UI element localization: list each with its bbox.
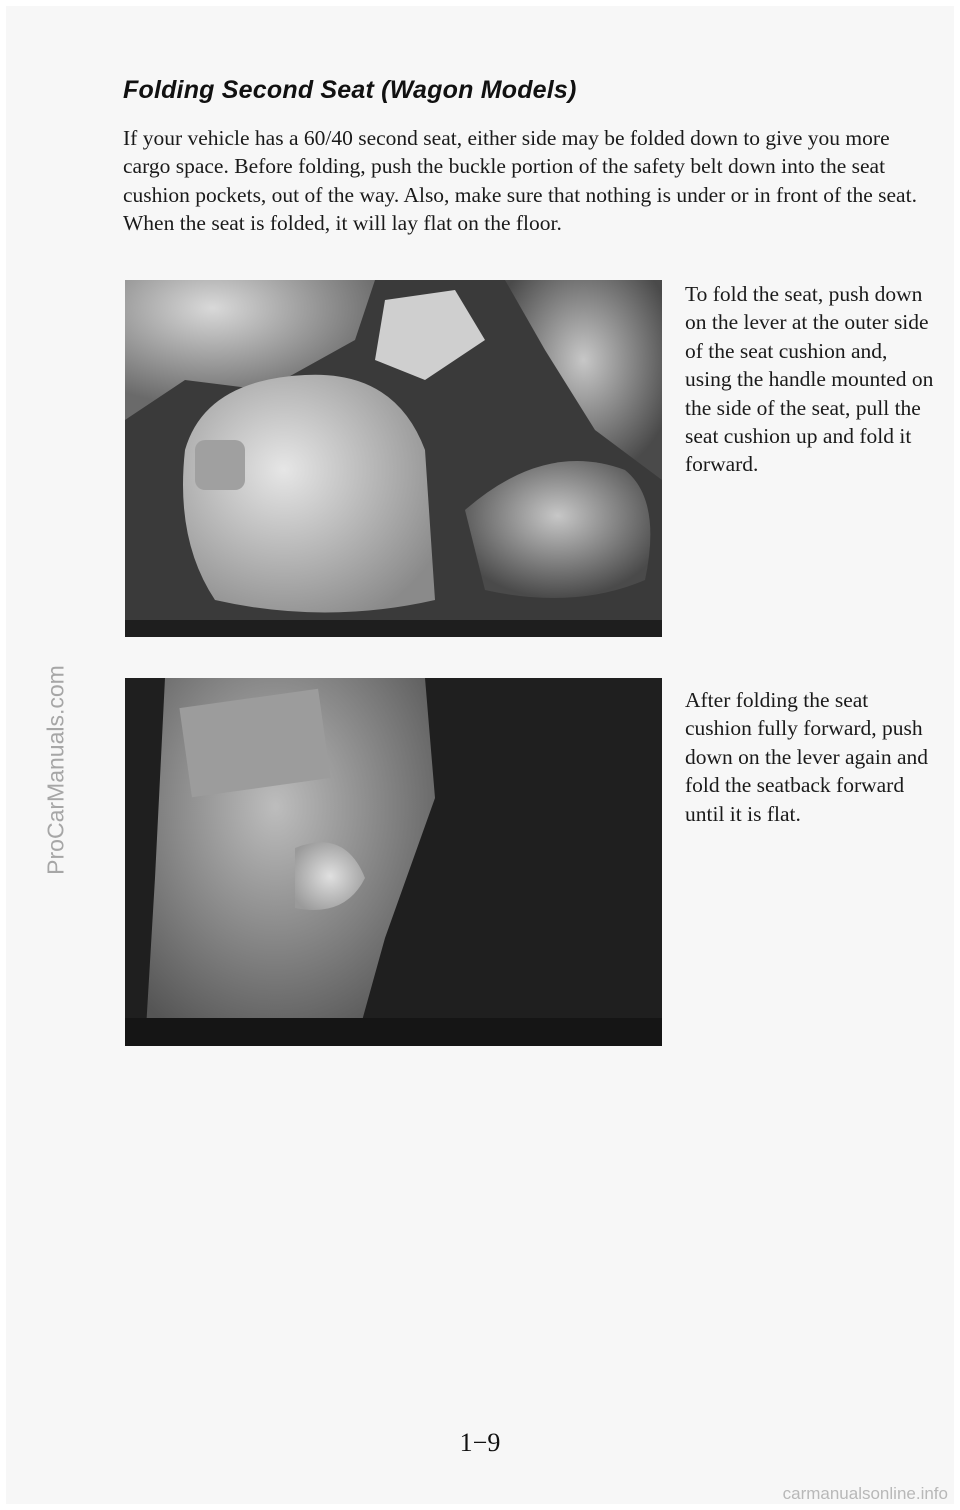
page-number: 1−9 bbox=[459, 1428, 501, 1457]
seat-cushion-fold-photo bbox=[125, 280, 662, 637]
section-heading: Folding Second Seat (Wagon Models) bbox=[123, 76, 577, 104]
side-watermark: ProCarManuals.com bbox=[42, 665, 69, 875]
seatback-fold-photo bbox=[125, 678, 662, 1046]
figure-2-caption: After folding the seat cushion fully forward, push down on the lever again and fold the seatback forward until it is flat. bbox=[685, 688, 928, 826]
intro-paragraph: If your vehicle has a 60/40 second seat, either side may be folded down to give you more cargo space. Before folding, push the buckle portion of the safety belt down into the seat cushion pockets, out of the way. Also, make sure that nothing is under or in front of the seat. When the seat is folded, it will lay flat on the floor. bbox=[123, 126, 917, 236]
bottom-watermark: carmanualsonline.info bbox=[782, 1484, 948, 1503]
figure-1-caption: To fold the seat, push down on the lever at the outer side of the seat cushion and, using the handle mounted on the side of the seat, pull the seat cushion up and fold it forward. bbox=[685, 282, 934, 477]
